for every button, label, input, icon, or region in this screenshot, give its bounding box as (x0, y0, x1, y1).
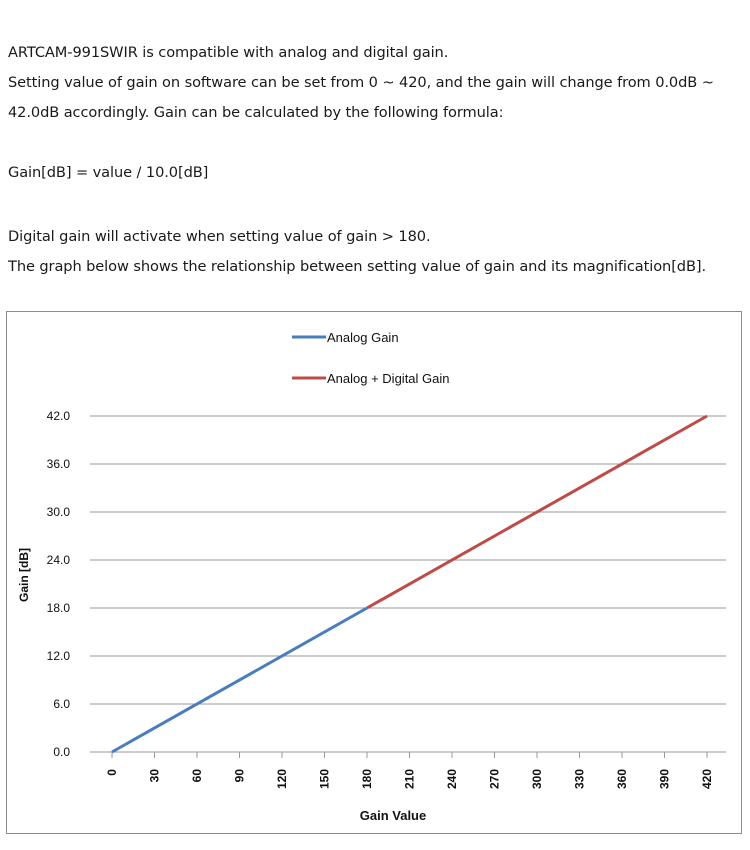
legend-label: Analog + Digital Gain (327, 371, 450, 386)
x-tick-label: 90 (232, 769, 247, 783)
x-axis-title: Gain Value (359, 808, 427, 823)
y-axis-title: Gain [dB] (17, 548, 31, 602)
x-tick-label: 60 (190, 769, 204, 783)
y-tick-label: 18.0 (46, 601, 70, 615)
x-tick-label: 180 (360, 769, 374, 790)
x-tick-label: 30 (147, 769, 162, 783)
y-tick-label: 12.0 (46, 649, 70, 663)
legend-label: Analog Gain (327, 330, 399, 345)
paragraph-intro: ARTCAM-991SWIR is compatible with analog and digital gain. (8, 44, 449, 61)
x-tick-label: 0 (105, 769, 119, 776)
paragraph-range-line2: 42.0dB accordingly. Gain can be calculated by the following formula: (8, 104, 504, 121)
y-tick-label: 24.0 (46, 553, 70, 567)
x-tick-label: 330 (572, 769, 587, 790)
x-tick-label: 420 (700, 769, 714, 790)
x-tick-label: 150 (317, 769, 332, 790)
x-tick-label: 120 (275, 769, 289, 790)
y-tick-label: 6.0 (53, 697, 70, 711)
x-tick-label: 240 (445, 769, 459, 790)
x-tick-label: 360 (615, 769, 629, 790)
formula-text: Gain[dB] = value / 10.0[dB] (8, 164, 209, 181)
paragraph-graph-description: The graph below shows the relationship between setting value of gain and its magnification[dB]. (8, 258, 706, 275)
paragraph-digital-gain: Digital gain will activate when setting value of gain > 180. (8, 228, 431, 245)
y-tick-label: 30.0 (46, 505, 70, 519)
x-tick-label: 210 (402, 769, 417, 790)
y-tick-label: 0.0 (53, 745, 70, 759)
x-tick-label: 300 (530, 769, 544, 790)
y-tick-label: 36.0 (46, 457, 70, 471)
x-tick-label: 390 (657, 769, 672, 790)
paragraph-range-line1: Setting value of gain on software can be set from 0 ~ 420, and the gain will change from 0.0dB ~ (8, 74, 714, 91)
x-tick-label: 270 (487, 769, 502, 790)
series-line (112, 608, 367, 752)
y-tick-label: 42.0 (46, 409, 70, 423)
